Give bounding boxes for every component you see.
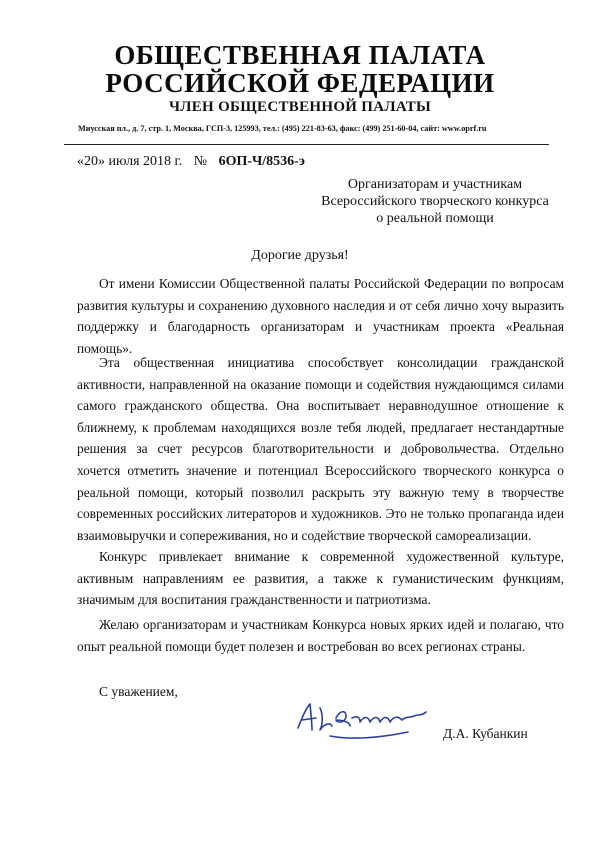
handwritten-signature: [290, 696, 440, 748]
letter-date: «20» июля 2018 г.: [77, 154, 183, 169]
letterhead-contacts: Миусская пл., д. 7, стр. 1, Москва, ГСП-3, 125993, тел.: (495) 221-83-63, факс: (499) 251-60-04, сайт: www.oprf.ru: [78, 124, 487, 133]
signer-name: Д.А. Кубанкин: [443, 726, 528, 741]
greeting: Дорогие друзья!: [251, 248, 349, 263]
letter-number: 6ОП-Ч/8536-э: [218, 154, 305, 169]
recipient-line: Организаторам и участникам: [347, 177, 523, 192]
member-title: ЧЛЕН ОБЩЕСТВЕННОЙ ПАЛАТЫ: [168, 99, 432, 115]
organization-name-line-2: РОССИЙСКОЙ ФЕДЕРАЦИИ: [105, 68, 495, 98]
body-paragraph: От имени Комиссии Общественной палаты Российской Федерации по вопросам развития культуры и сохранению духовного наследия и от себя лично хочу выразить поддержку и благодарность организаторам и участникам проекта «Реальная помощь».: [77, 276, 564, 356]
recipient-block: [280, 176, 590, 227]
closing: С уважением,: [99, 684, 178, 699]
number-sign: №: [193, 154, 208, 169]
organization-name-line-1: ОБЩЕСТВЕННАЯ ПАЛАТА: [114, 40, 486, 70]
letterhead-divider: [64, 144, 549, 145]
body-paragraph: Конкурс привлекает внимание к современной художественной культуре, активным направлениям ее развития, а также к гуманистическим функциям, значимым для воспитания гражданственности и патриотизма.: [77, 549, 564, 608]
letter-reference: [77, 154, 305, 170]
body-paragraph: Эта общественная инициатива способствует консолидации гражданской активности, направленной на оказание помощи и содействия нуждающимся силами самого гражданского общества. Она воспитывает неравнодушное отношение к ближнему, к проблемам находящихся возле тебя людей, предлагает нестандартные решения за счет ресурсов благотворительности и добровольчества. Отдельно хочется отметить значение и потенциал Всероссийского творческого конкурса о реальной помощи, который позволил раскрыть эту важную тему в творчестве современных российских литераторов и художников. Это не только пропаганда идеи взаимовыручки и сопереживания, но и содействие творческой самореализации.: [77, 355, 564, 543]
recipient-line: о реальной помощи: [376, 211, 494, 226]
body-paragraph: Желаю организаторам и участникам Конкурса новых ярких идей и полагаю, что опыт реальной помощи будет полезен и востребован во всех регионах страны.: [77, 617, 564, 654]
recipient-line: Всероссийского творческого конкурса: [321, 194, 549, 209]
